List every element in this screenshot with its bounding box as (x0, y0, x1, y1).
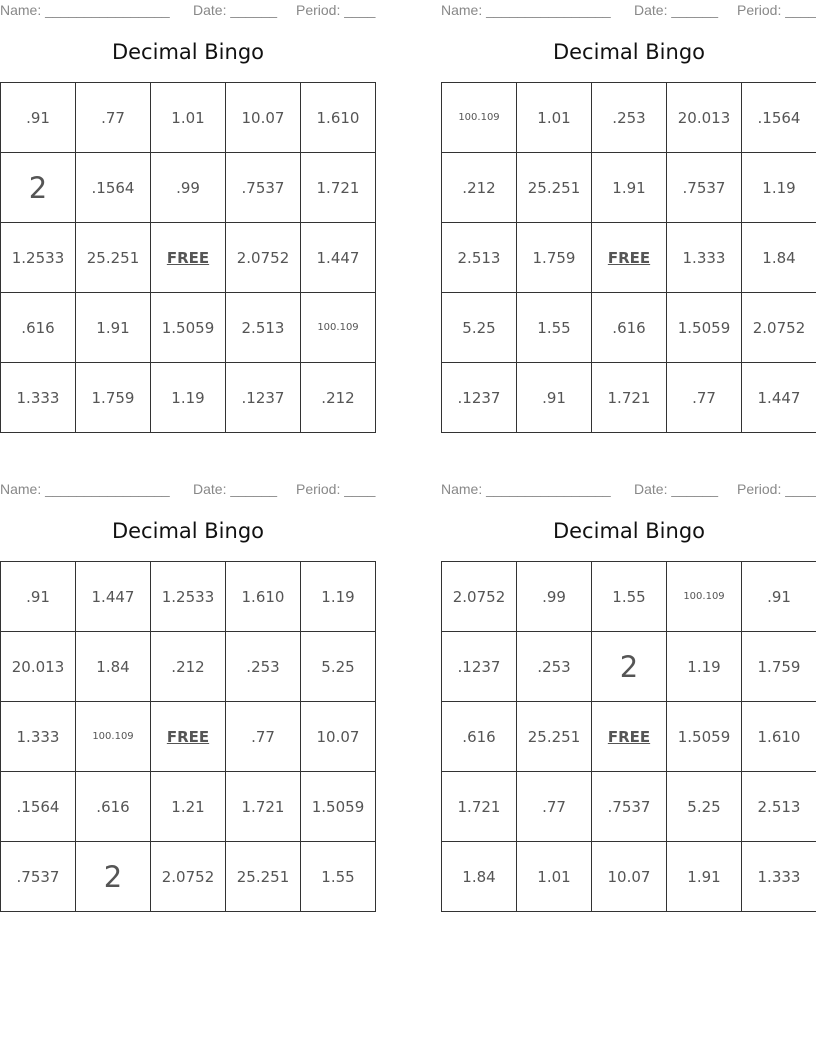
student-info-header (0, 0, 376, 22)
grid-row (442, 772, 816, 842)
bingo-cell: 1.333 (1, 702, 76, 772)
bingo-cell: 1.19 (742, 153, 816, 223)
bingo-grid (441, 82, 816, 433)
grid-row (1, 772, 376, 842)
bingo-cell: 20.013 (1, 632, 76, 702)
bingo-cell: 10.07 (226, 83, 301, 153)
date-field: Date: ______ (634, 2, 719, 18)
bingo-cell: 1.01 (517, 842, 592, 912)
bingo-cell: 1.55 (517, 293, 592, 363)
bingo-cell: 1.19 (301, 562, 376, 632)
bingo-cell: 100.109 (76, 702, 151, 772)
bingo-cell: .212 (151, 632, 226, 702)
bingo-cell: 2 (76, 842, 151, 912)
bingo-cell: .616 (592, 293, 667, 363)
bingo-cell: 1.84 (742, 223, 816, 293)
bingo-cell: .253 (226, 632, 301, 702)
bingo-cell: 2.0752 (226, 223, 301, 293)
bingo-cell: 1.447 (301, 223, 376, 293)
bingo-cell: .1564 (742, 83, 816, 153)
bingo-cell: 5.25 (667, 772, 742, 842)
bingo-cell: 1.55 (301, 842, 376, 912)
bingo-cell: 25.251 (226, 842, 301, 912)
bingo-cell: 1.2533 (1, 223, 76, 293)
bingo-cell: 10.07 (592, 842, 667, 912)
bingo-cell: 100.109 (301, 293, 376, 363)
bingo-cell: 1.91 (592, 153, 667, 223)
free-space: FREE (592, 223, 667, 293)
bingo-cell: 10.07 (301, 702, 376, 772)
bingo-cell: 1.01 (517, 83, 592, 153)
bingo-cell: 1.91 (667, 842, 742, 912)
bingo-cell: 1.91 (76, 293, 151, 363)
bingo-cell: 1.01 (151, 83, 226, 153)
bingo-card (441, 479, 816, 886)
student-info-header (0, 479, 376, 501)
bingo-cell: .77 (226, 702, 301, 772)
bingo-cell: .253 (517, 632, 592, 702)
card-title: Decimal Bingo (111, 519, 265, 543)
bingo-cell: 1.610 (301, 83, 376, 153)
bingo-cell: 2.513 (442, 223, 517, 293)
bingo-cell: .99 (517, 562, 592, 632)
bingo-cell: 1.447 (76, 562, 151, 632)
free-space: FREE (151, 223, 226, 293)
bingo-cell: .7537 (1, 842, 76, 912)
bingo-cell: 25.251 (517, 702, 592, 772)
bingo-cell: 1.610 (226, 562, 301, 632)
bingo-cell: 100.109 (667, 562, 742, 632)
period-field: Period: ____ (296, 481, 376, 497)
bingo-cell: .91 (1, 562, 76, 632)
bingo-cell: 5.25 (301, 632, 376, 702)
bingo-card (0, 0, 376, 407)
grid-row (1, 83, 376, 153)
grid-row (442, 562, 816, 632)
grid-row (442, 83, 816, 153)
card-title: Decimal Bingo (552, 519, 706, 543)
free-space: FREE (151, 702, 226, 772)
grid-row (442, 153, 816, 223)
bingo-cell: 1.333 (667, 223, 742, 293)
bingo-cell: .1237 (226, 363, 301, 433)
bingo-cell: 2.0752 (151, 842, 226, 912)
bingo-cell: 1.21 (151, 772, 226, 842)
grid-row (1, 363, 376, 433)
bingo-cell: .616 (442, 702, 517, 772)
bingo-cell: .7537 (592, 772, 667, 842)
bingo-cell: 25.251 (76, 223, 151, 293)
bingo-cell: 1.5059 (667, 293, 742, 363)
bingo-cell: 2.513 (226, 293, 301, 363)
bingo-cell: .212 (442, 153, 517, 223)
bingo-cell: .1564 (76, 153, 151, 223)
bingo-cell: 1.447 (742, 363, 816, 433)
bingo-grid (0, 82, 376, 433)
bingo-cell: 2 (592, 632, 667, 702)
bingo-cell: .7537 (226, 153, 301, 223)
bingo-cell: .7537 (667, 153, 742, 223)
bingo-cell: 20.013 (667, 83, 742, 153)
date-field: Date: ______ (193, 2, 278, 18)
bingo-cell: .91 (742, 562, 816, 632)
grid-row (442, 223, 816, 293)
name-field: Name: ________________ (0, 2, 170, 18)
bingo-cell: 1.5059 (301, 772, 376, 842)
grid-row (1, 153, 376, 223)
period-field: Period: ____ (737, 2, 816, 18)
bingo-cell: .77 (76, 83, 151, 153)
bingo-cell: 2 (1, 153, 76, 223)
bingo-cell: 1.19 (667, 632, 742, 702)
grid-row (1, 632, 376, 702)
bingo-cell: 1.333 (1, 363, 76, 433)
period-field: Period: ____ (296, 2, 376, 18)
bingo-cell: 100.109 (442, 83, 517, 153)
grid-row (442, 702, 816, 772)
card-title: Decimal Bingo (111, 40, 265, 64)
name-field: Name: ________________ (0, 481, 170, 497)
bingo-cell: .99 (151, 153, 226, 223)
grid-row (442, 842, 816, 912)
bingo-cell: .91 (1, 83, 76, 153)
bingo-card (0, 479, 376, 894)
bingo-cell: 1.5059 (151, 293, 226, 363)
bingo-cell: 5.25 (442, 293, 517, 363)
bingo-cell: .77 (517, 772, 592, 842)
grid-row (442, 363, 816, 433)
bingo-cell: 1.84 (76, 632, 151, 702)
grid-row (1, 223, 376, 293)
bingo-cell: 1.721 (442, 772, 517, 842)
bingo-cell: .1564 (1, 772, 76, 842)
bingo-cell: 1.19 (151, 363, 226, 433)
bingo-cell: 1.759 (517, 223, 592, 293)
student-info-header (441, 479, 816, 501)
bingo-cell: 1.721 (301, 153, 376, 223)
bingo-cell: 1.55 (592, 562, 667, 632)
bingo-cell: 2.513 (742, 772, 816, 842)
bingo-cell: .91 (517, 363, 592, 433)
card-title: Decimal Bingo (552, 40, 706, 64)
grid-row (1, 702, 376, 772)
period-field: Period: ____ (737, 481, 816, 497)
bingo-cell: 1.721 (592, 363, 667, 433)
bingo-cell: 1.759 (742, 632, 816, 702)
bingo-cell: .1237 (442, 363, 517, 433)
name-field: Name: ________________ (441, 2, 611, 18)
grid-row (442, 632, 816, 702)
bingo-cell: 1.759 (76, 363, 151, 433)
bingo-cell: .253 (592, 83, 667, 153)
bingo-cell: 1.5059 (667, 702, 742, 772)
grid-row (1, 562, 376, 632)
bingo-grid (441, 561, 816, 912)
bingo-cell: .77 (667, 363, 742, 433)
bingo-cell: 1.84 (442, 842, 517, 912)
bingo-cell: .616 (76, 772, 151, 842)
bingo-cell: .616 (1, 293, 76, 363)
date-field: Date: ______ (193, 481, 278, 497)
bingo-cell: .212 (301, 363, 376, 433)
bingo-grid (0, 561, 376, 912)
bingo-cell: 2.0752 (742, 293, 816, 363)
student-info-header (441, 0, 816, 22)
bingo-cell: 1.2533 (151, 562, 226, 632)
free-space: FREE (592, 702, 667, 772)
name-field: Name: ________________ (441, 481, 611, 497)
grid-row (442, 293, 816, 363)
bingo-card (441, 0, 816, 407)
bingo-cell: 2.0752 (442, 562, 517, 632)
date-field: Date: ______ (634, 481, 719, 497)
bingo-cell: .1237 (442, 632, 517, 702)
bingo-cell: 1.610 (742, 702, 816, 772)
grid-row (1, 293, 376, 363)
bingo-cell: 1.721 (226, 772, 301, 842)
bingo-cell: 25.251 (517, 153, 592, 223)
grid-row (1, 842, 376, 912)
bingo-cell: 1.333 (742, 842, 816, 912)
